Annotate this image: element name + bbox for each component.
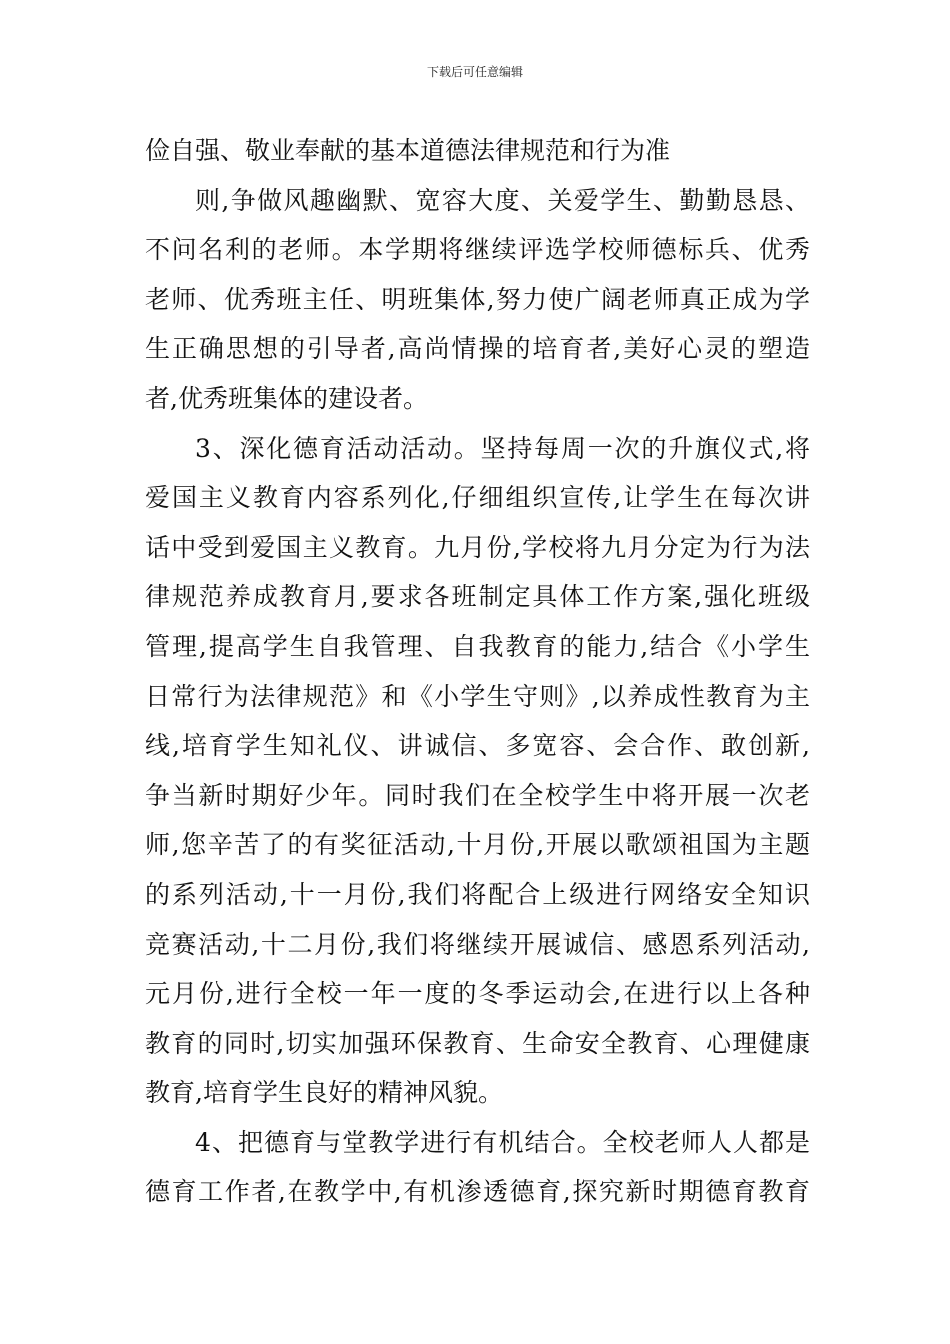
text-line: 师,您辛苦了的有奖征活动,十月份,开展以歌颂祖国为主题: [145, 830, 810, 860]
text-line: 老师、优秀班主任、明班集体,努力使广阔老师真正成为学: [145, 284, 810, 314]
text-line: 则,争做风趣幽默、宽容大度、关爱学生、勤勤恳恳、: [195, 185, 810, 215]
text-line: 争当新时期好少年。同时我们在全校学生中将开展一次老: [145, 780, 810, 810]
text-line: 元月份,进行全校一年一度的冬季运动会,在进行以上各种: [145, 979, 810, 1009]
text-line: 律规范养成教育月,要求各班制定具体工作方案,强化班级: [145, 582, 810, 612]
text-line: 俭自强、敬业奉献的基本道德法律规范和行为准: [145, 136, 671, 165]
text-line: 线,培育学生知礼仪、讲诚信、多宽容、会合作、敢创新,: [145, 731, 810, 761]
text-line: 教育,培育学生良好的精神风貌。: [145, 1078, 503, 1108]
text-line: 管理,提高学生自我管理、自我教育的能力,结合《小学生: [145, 631, 810, 661]
text-line: 3、深化德育活动活动。坚持每周一次的升旗仪式,将: [195, 433, 810, 463]
text-line: 者,优秀班集体的建设者。: [145, 383, 428, 413]
text-line: 不问名利的老师。本学期将继续评选学校师德标兵、优秀: [145, 235, 810, 265]
text-line: 4、把德育与堂教学进行有机结合。全校老师人人都是: [195, 1127, 810, 1157]
text-line: 竞赛活动,十二月份,我们将继续开展诚信、感恩系列活动,: [145, 929, 810, 959]
text-line: 日常行为法律规范》和《小学生守则》,以养成性教育为主: [145, 681, 810, 711]
text-line: 教育的同时,切实加强环保教育、生命安全教育、心理健康: [145, 1028, 810, 1058]
text-line: 的系列活动,十一月份,我们将配合上级进行网络安全知识: [145, 879, 810, 909]
text-line: 德育工作者,在教学中,有机渗透德育,探究新时期德育教育: [145, 1177, 810, 1207]
document-body: [145, 126, 810, 1217]
text-line: 爱国主义教育内容系列化,仔细组织宣传,让学生在每次讲: [145, 483, 810, 513]
page-header: 下载后可任意编辑: [426, 65, 523, 79]
text-line: 生正确思想的引导者,高尚情操的培育者,美好心灵的塑造: [145, 334, 810, 364]
text-line: 话中受到爱国主义教育。九月份,学校将九月分定为行为法: [145, 532, 810, 562]
